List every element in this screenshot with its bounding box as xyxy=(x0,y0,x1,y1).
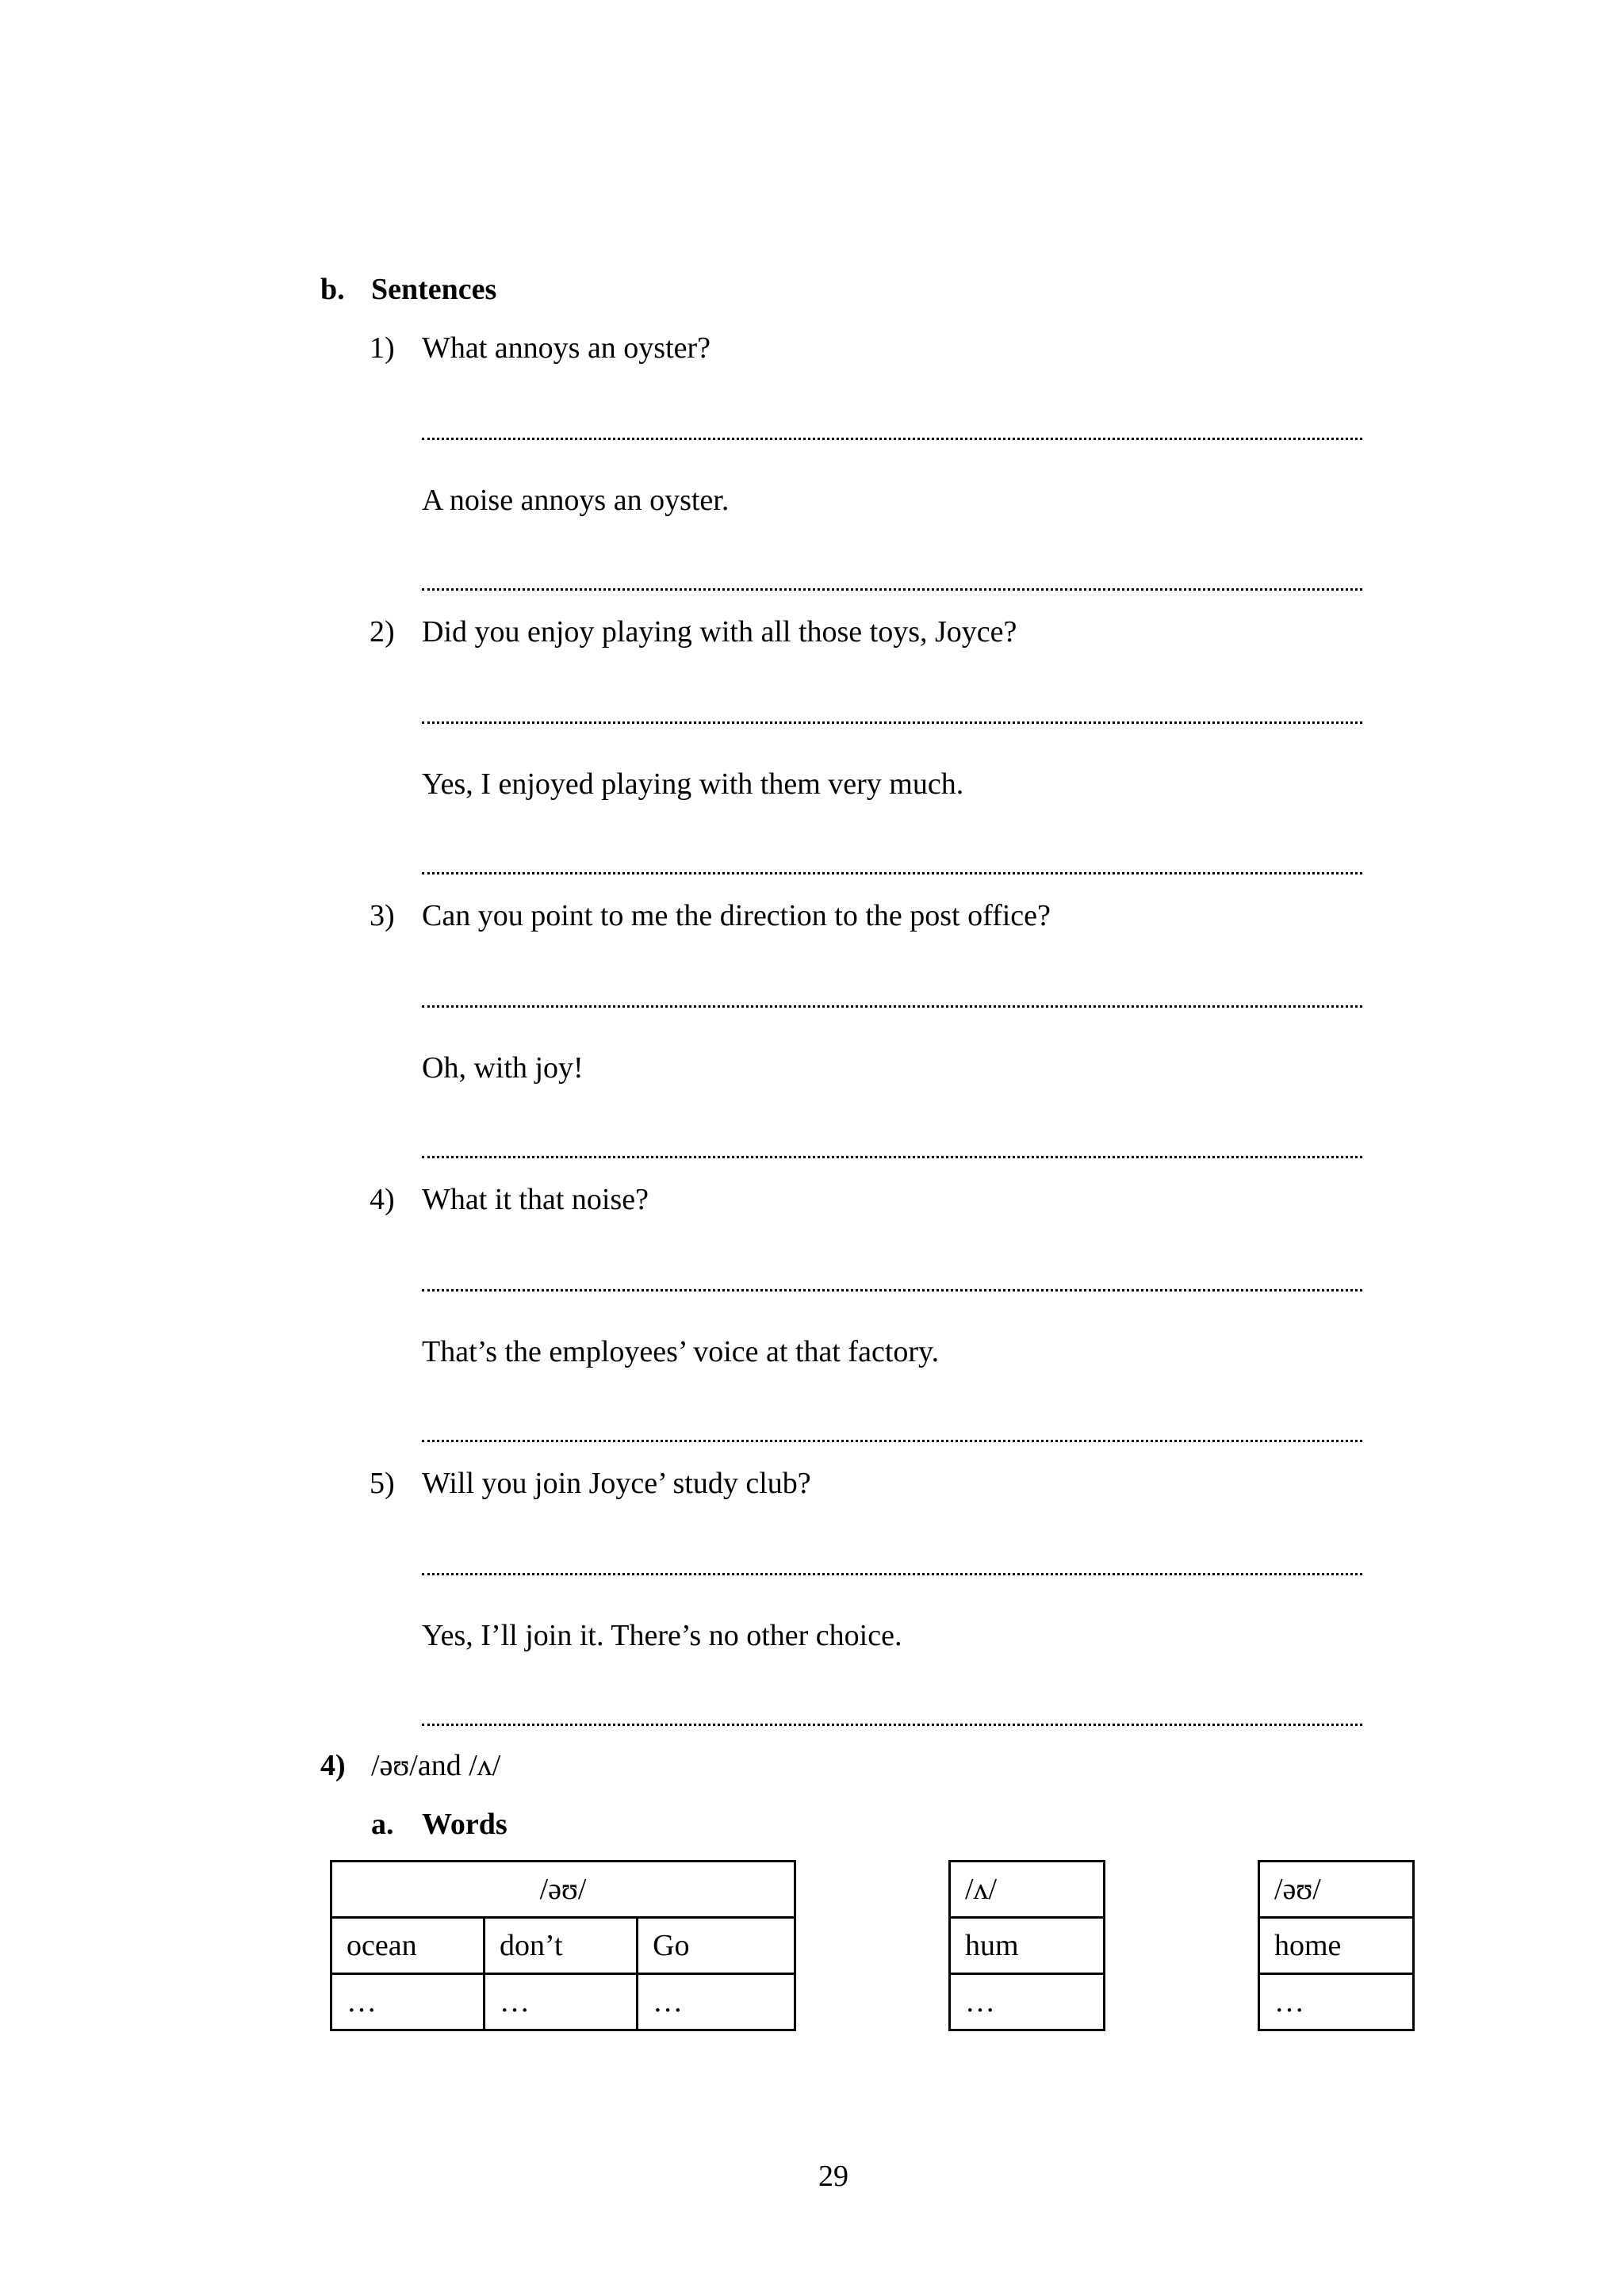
table-cell: … xyxy=(950,1974,1105,2030)
table-cell: … xyxy=(638,1974,795,2030)
answer-text: Yes, I enjoyed playing with them very much. xyxy=(422,767,964,801)
answer-text: A noise annoys an oyster. xyxy=(422,484,730,517)
answer-text: That’s the employees’ voice at that factory. xyxy=(422,1335,940,1368)
table-cell: Go xyxy=(638,1918,795,1974)
question-text: Can you point to me the direction to the post office? xyxy=(422,899,1051,932)
table-cell: ocean xyxy=(331,1918,485,1974)
table-cell: hum xyxy=(950,1918,1105,1974)
section-4-title: /əʊ/and /ʌ/ xyxy=(371,1749,501,1782)
table-cell: … xyxy=(485,1974,638,2030)
section-4-number: 4) xyxy=(320,1749,346,1782)
answer-line xyxy=(422,438,1362,440)
table-header: /əʊ/ xyxy=(1259,1862,1414,1918)
section-b-title: Sentences xyxy=(371,273,497,306)
answer-line xyxy=(422,1724,1362,1726)
answer-line xyxy=(422,872,1362,874)
words-table-uh xyxy=(948,1860,1105,2031)
item-number: 1) xyxy=(370,331,395,365)
table-cell: … xyxy=(331,1974,485,2030)
question-text: What it that noise? xyxy=(422,1183,649,1216)
table-header: /əʊ/ xyxy=(331,1862,795,1918)
words-table-ou-2 xyxy=(1258,1860,1415,2031)
answer-line xyxy=(422,1156,1362,1158)
answer-text: Yes, I’ll join it. There’s no other choice. xyxy=(422,1619,902,1652)
item-number: 2) xyxy=(370,615,395,649)
answer-line xyxy=(422,1573,1362,1575)
words-table-ou xyxy=(330,1860,796,2031)
answer-line xyxy=(422,1005,1362,1008)
item-number: 4) xyxy=(370,1183,395,1216)
answer-line xyxy=(422,1440,1362,1442)
question-text: Will you join Joyce’ study club? xyxy=(422,1467,811,1500)
answer-line xyxy=(422,721,1362,724)
table-cell: don’t xyxy=(485,1918,638,1974)
answer-text: Oh, with joy! xyxy=(422,1051,584,1085)
page-number: 29 xyxy=(818,2160,848,2193)
section-a-letter: a. xyxy=(371,1808,394,1841)
table-cell: home xyxy=(1259,1918,1414,1974)
table-cell: … xyxy=(1259,1974,1414,2030)
answer-line xyxy=(422,1289,1362,1292)
section-b-letter: b. xyxy=(320,273,345,306)
item-number: 5) xyxy=(370,1467,395,1500)
section-a-title: Words xyxy=(422,1808,508,1841)
table-header: /ʌ/ xyxy=(950,1862,1105,1918)
answer-line xyxy=(422,588,1362,591)
question-text: What annoys an oyster? xyxy=(422,331,711,365)
question-text: Did you enjoy playing with all those toys, Joyce? xyxy=(422,615,1017,649)
item-number: 3) xyxy=(370,899,395,932)
